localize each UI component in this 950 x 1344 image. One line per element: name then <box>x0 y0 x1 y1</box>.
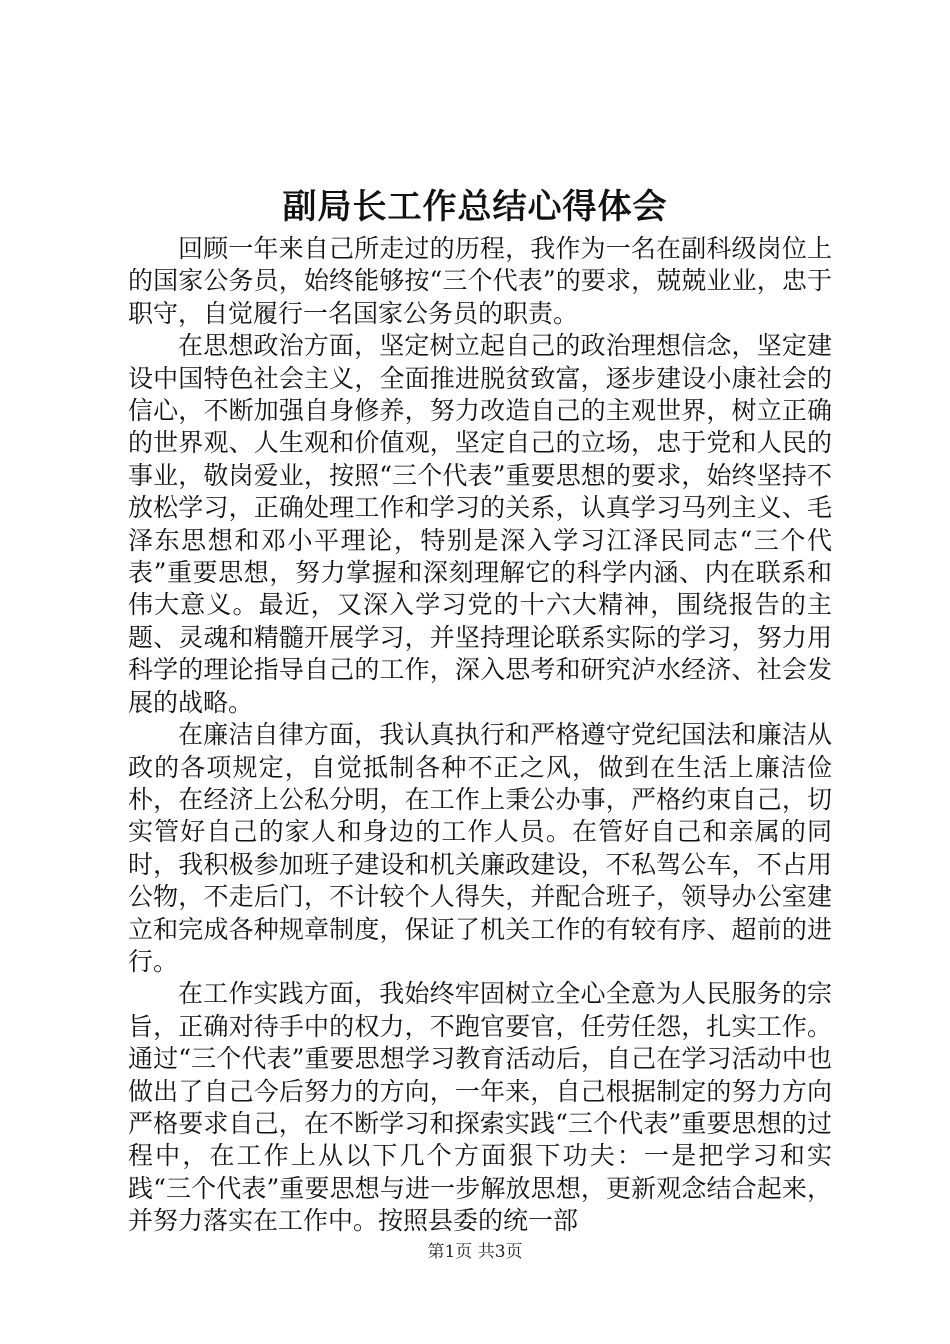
paragraph-political: 在思想政治方面，坚定树立起自己的政治理想信念，坚定建设中国特色社会主义，全面推进脱贫致富，逐步建设小康社会的信心，不断加强自身修养，努力改造自己的主观世界，树立正确的世界观、人生观和价值观，坚定自己的立场，忠于党和人民的事业，敬岗爱业，按照“三个代表”重要思想的要求，始终坚持不放松学习，正确处理工作和学习的关系，认真学习马列主义、毛泽东思想和邓小平理论，特别是深入学习江泽民同志“三个代表”重要思想，努力掌握和深刻理解它的科学内涵、内在联系和伟大意义。最近，又深入学习党的十六大精神，围绕报告的主题、灵魂和精髓开展学习，并坚持理论联系实际的学习，努力用科学的理论指导自己的工作，深入思考和研究泸水经济、社会发展的战略。 <box>128 331 832 717</box>
page-number: 第1页 共3页 <box>427 1242 523 1262</box>
paragraph-integrity: 在廉洁自律方面，我认真执行和严格遵守党纪国法和廉洁从政的各项规定，自觉抵制各种不正之风，做到在生活上廉洁俭朴，在经济上公私分明，在工作上秉公办事，严格约束自己，切实管好自己的家人和身边的工作人员。在管好自己和亲属的同时，我积极参加班子建设和机关廉政建设，不私驾公车，不占用公物，不走后门，不计较个人得失，并配合班子，领导办公室建立和完成各种规章制度，保证了机关工作的有较有序、超前的进行。 <box>128 720 832 976</box>
document-title: 副局长工作总结心得体会 <box>282 187 668 227</box>
document-body <box>128 233 832 1238</box>
paragraph-intro: 回顾一年来自己所走过的历程，我作为一名在副科级岗位上的国家公务员，始终能够按“三个代表”的要求，兢兢业业，忠于职守，自觉履行一名国家公务员的职责。 <box>128 234 832 328</box>
paragraph-practice: 在工作实践方面，我始终牢固树立全心全意为人民服务的宗旨，正确对待手中的权力，不跑官要官，任劳任怨，扎实工作。通过“三个代表”重要思想学习教育活动后，自己在学习活动中也做出了自己今后努力的方向，一年来，自己根据制定的努力方向严格要求自己，在不断学习和探索实践“三个代表”重要思想的过程中，在工作上从以下几个方面狠下功夫：一是把学习和实践“三个代表”重要思想与进一步解放思想，更新观念结合起来，并努力落实在工作中。按照县委的统一部 <box>128 979 832 1236</box>
